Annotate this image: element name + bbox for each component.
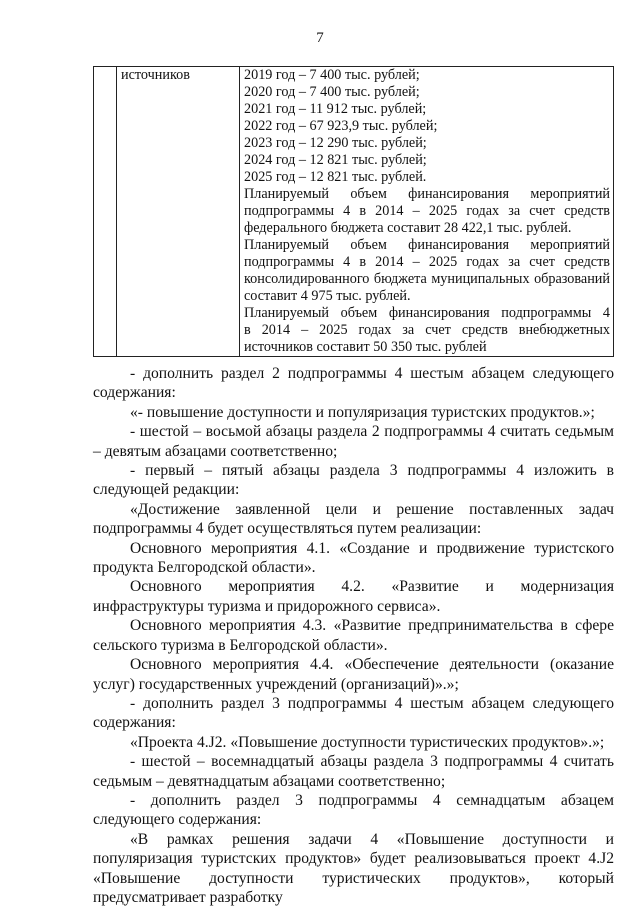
paragraph: Основного мероприятия 4.1. «Создание и продвижение туристского продукта Белгородской области».: [93, 539, 614, 577]
table-value-cell: [240, 67, 614, 357]
paragraph: - шестой – восьмой абзацы раздела 2 подпрограммы 4 считать седьмым – девятым абзацами соответственно;: [93, 423, 614, 460]
paragraph: - шестой – восемнадцатый абзацы раздела 3 подпрограммы 4 считать седьмым – девятнадцатым абзацами соответственно;: [93, 753, 614, 790]
table-empty-cell: [94, 67, 117, 357]
year-line: 2022 год – 67 923,9 тыс. рублей;: [244, 118, 438, 134]
federal-line: Планируемый объем финансирования мероприятий: [244, 186, 610, 202]
paragraph: «- повышение доступности и популяризация туристских продуктов.»;: [130, 403, 595, 421]
municipal-line: составит 4 975 тыс. рублей.: [244, 288, 411, 304]
page-number: 7: [316, 30, 324, 46]
municipal-line: Планируемый объем финансирования мероприятий: [244, 237, 610, 253]
paragraph: «Достижение заявленной цели и решение поставленных задач подпрограммы 4 будет осуществляться путем реализации:: [93, 500, 614, 538]
municipal-line: подпрограммы 4 в 2014 – 2025 годах за счет средств: [244, 254, 610, 270]
paragraph: Основного мероприятия 4.3. «Развитие предпринимательства в сфере сельского туризма в Белгородской области».: [93, 617, 614, 654]
year-line: 2023 год – 12 290 тыс. рублей;: [244, 135, 427, 151]
year-line: 2020 год – 7 400 тыс. рублей;: [244, 84, 420, 100]
federal-line: подпрограммы 4 в 2014 – 2025 годах за счет средств: [244, 203, 610, 219]
extrabudget-line: источников составит 50 350 тыс. рублей: [244, 339, 487, 355]
paragraph: - дополнить раздел 2 подпрограммы 4 шестым абзацем следующего содержания:: [93, 365, 614, 402]
year-line: 2024 год – 12 821 тыс. рублей;: [244, 152, 427, 168]
federal-line: федерального бюджета составит 28 422,1 тыс. рублей.: [244, 220, 572, 236]
document-body: [93, 364, 614, 907]
extrabudget-line: в 2014 – 2025 годах за счет средств внебюджетных: [244, 322, 610, 338]
paragraph: Основного мероприятия 4.4. «Обеспечение деятельности (оказание услуг) государственных учреждений (организаций)».»;: [93, 656, 614, 693]
paragraph: Основного мероприятия 4.2. «Развитие и модернизация инфраструктуры туризма и придорожного сервиса».: [93, 578, 614, 615]
municipal-line: консолидированного бюджета муниципальных образований: [244, 271, 610, 287]
table-row: [94, 67, 614, 357]
extrabudget-line: Планируемый объем финансирования подпрограммы 4: [244, 305, 610, 321]
paragraph: - дополнить раздел 3 подпрограммы 4 шестым абзацем следующего содержания:: [93, 694, 614, 732]
financing-table: [93, 66, 614, 357]
table-label-cell: [117, 67, 240, 357]
paragraph: «В рамках решения задачи 4 «Повышение доступности и популяризация туристских продуктов» будет реализовываться проект 4.J2 «Повышение доступности туристических продуктов», который предусматривает разработку: [93, 830, 614, 906]
paragraph: - дополнить раздел 3 подпрограммы 4 семнадцатым абзацем следующего содержания:: [93, 791, 614, 829]
year-line: 2021 год – 11 912 тыс. рублей;: [244, 101, 427, 117]
year-line: 2025 год – 12 821 тыс. рублей.: [244, 169, 427, 185]
row-label: источников: [121, 67, 190, 83]
paragraph: «Проекта 4.J2. «Повышение доступности туристических продуктов».»;: [130, 733, 605, 751]
paragraph: - первый – пятый абзацы раздела 3 подпрограммы 4 изложить в следующей редакции:: [93, 462, 614, 499]
year-line: 2019 год – 7 400 тыс. рублей;: [244, 67, 420, 83]
